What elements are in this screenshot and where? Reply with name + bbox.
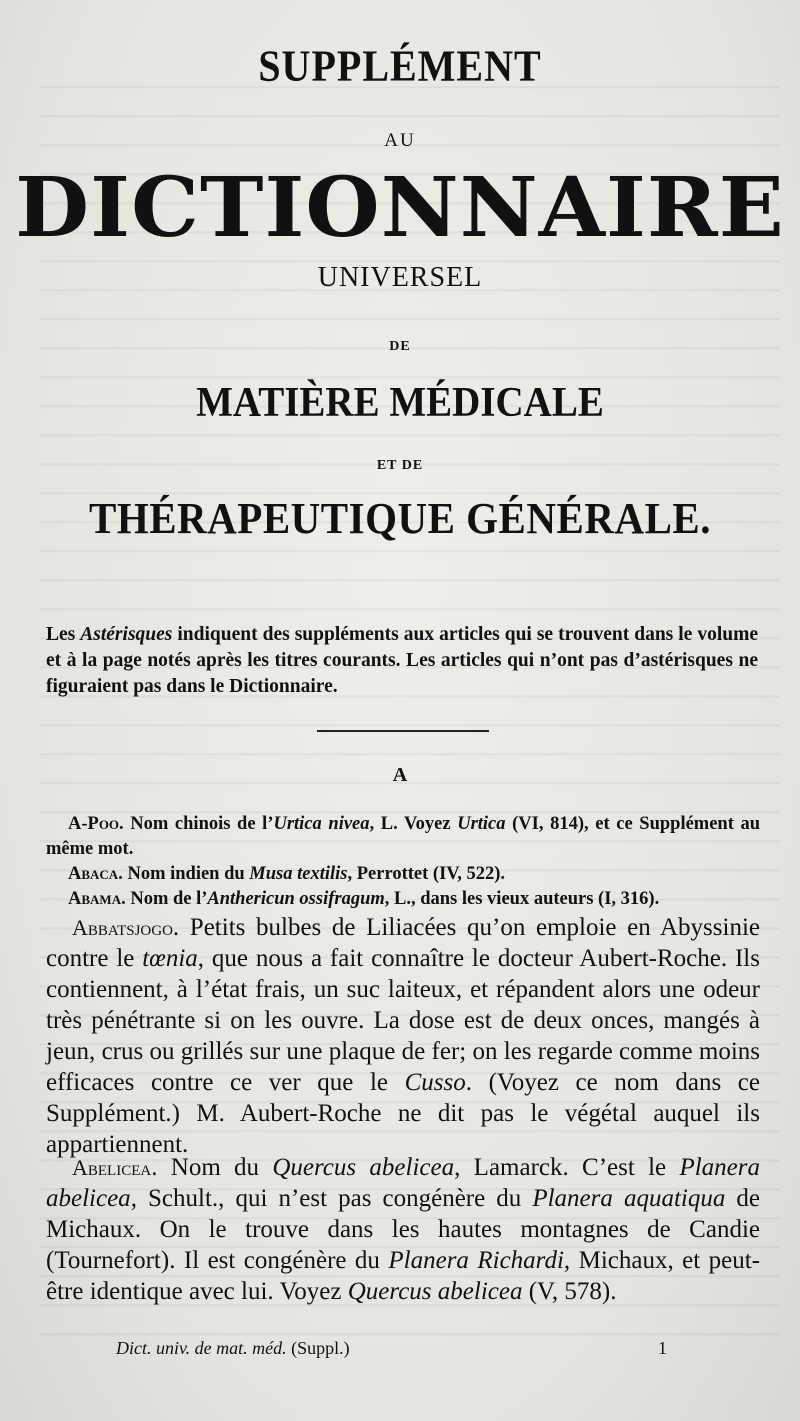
separator-rule [317,730,489,732]
title-au: AU [384,130,416,151]
entry-head: Abbatsjogo [72,915,173,940]
title-therapeutique: THÉRAPEUTIQUE GÉNÉRALE. [88,493,712,543]
entry-apoo: A-Poo. Nom chinois de l’Urtica nivea, L. Voyez Urtica (VI, 814), et ce Supplément au même mot. [46,814,761,859]
section-letter: A [392,764,408,786]
title-et-de: ET DE [376,458,424,473]
entry-head: Abaca [68,864,119,884]
signature-mark: 1 [658,1338,667,1358]
title-universel: UNIVERSEL [317,262,483,293]
entry-head: A-Poo [68,814,120,834]
entry-abbatsjogo: Abbatsjogo. Petits bulbes de Liliacées qu’on emploie en Abyssinie contre le tœnia, que nous a fait connaître le docteur Aubert-Roche. Ils contiennent, à l’état frais, un suc laiteux, et répandent alors une odeur très pénétrante si on les ouvre. La dose est de deux onces, mangés à jeun, crus ou grillés sur une plaque de fer; on les regarde comme moins efficaces contre ce ver que le Cusso. (Voyez ce nom dans ce Supplément.) M. Aubert-Roche ne dit pas le végétal auquel ils appartiennent. [46,914,760,1158]
footer-signature-line: Dict. univ. de mat. méd. (Suppl.) [116,1338,350,1358]
title-supplement: SUPPLÉMENT [258,40,542,91]
entry-abelicea: Abelicea. Nom du Quercus abelicea, Lamarck. C’est le Planera abelicea, Schult., qui n’est pas congénère du Planera aquatiqua de Michaux. On le trouve dans les hautes montagnes de Candie (Tournefort). Il est congénère du Planera Richardi, Michaux, et peut-être identique avec lui. Voyez Quercus abelicea (V, 578). [46,1154,761,1305]
entry-head: Abelicea [72,1155,152,1180]
entry-head: Abama [68,889,122,909]
entry-abama: Abama. Nom de l’Anthericun ossifragum, L., dans les vieux auteurs (I, 316). [68,889,660,909]
title-de: DE [389,339,411,354]
title-matiere-medicale: MATIÈRE MÉDICALE [196,379,604,426]
asterisk-note: Les Astérisques indiquent des suppléments aux articles qui se trouvent dans le volume et à la page notés après les titres courants. Les articles qui n’ont pas d’astérisques ne figuraient pas dans le Dictionnaire. [46,624,759,697]
entry-abaca: Abaca. Nom indien du Musa textilis, Perrottet (IV, 522). [68,864,506,884]
title-dictionnaire: DICTIONNAIRE [15,160,785,256]
